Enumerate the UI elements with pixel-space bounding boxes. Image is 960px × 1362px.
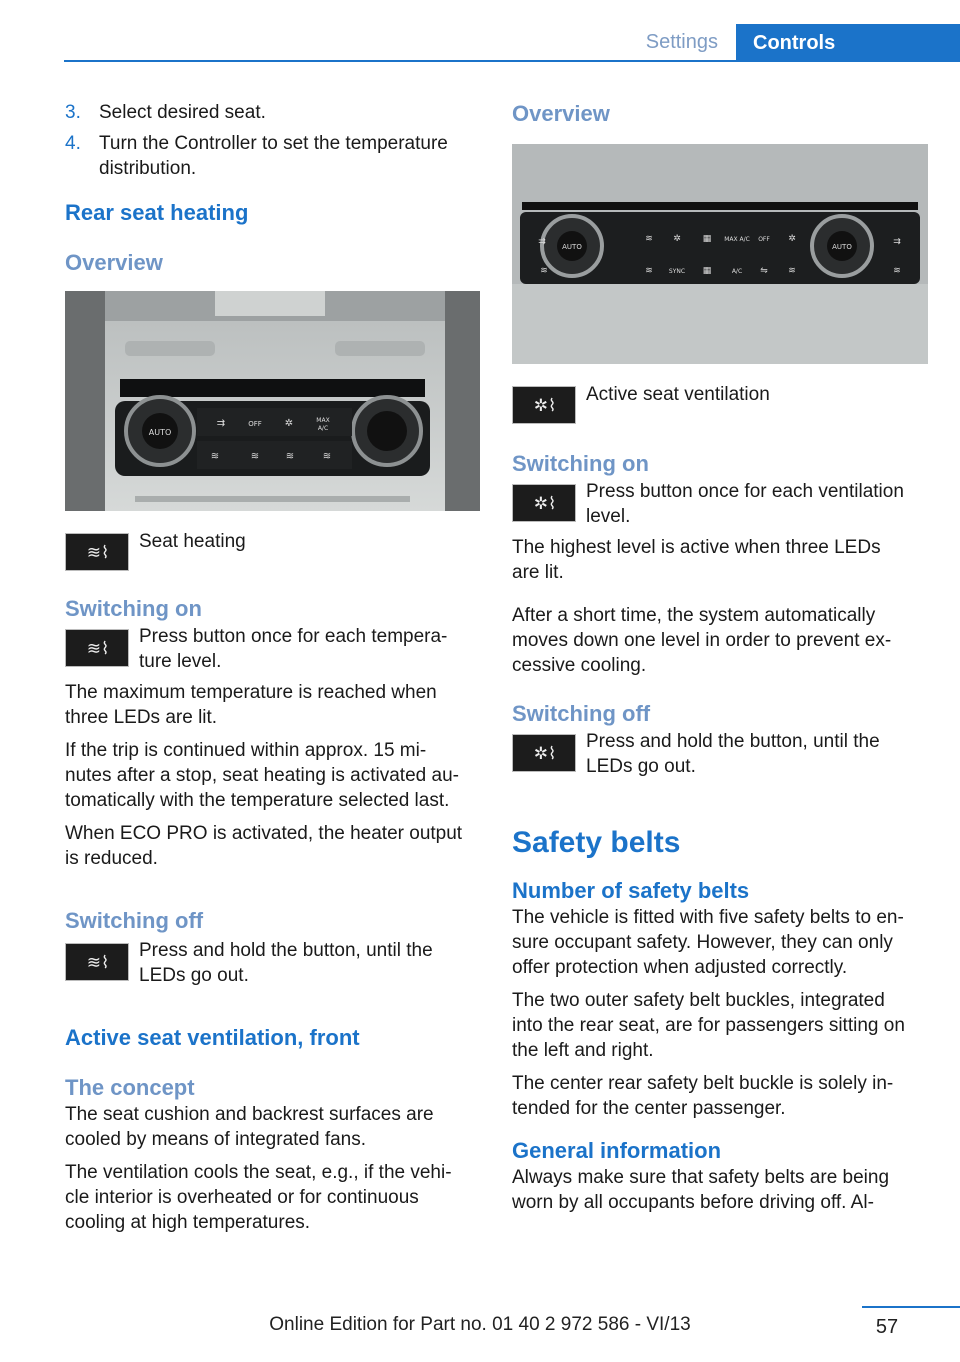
belts-text: The vehicle is fitted with five safety belts to en‐ sure occupant safety. However, they can only offer protection when adjusted correctly. xyxy=(512,907,904,978)
concept-text: The seat cushion and backrest surfaces are cooled by means of integrated fans. xyxy=(65,1104,434,1150)
svg-text:≋: ≋ xyxy=(645,234,653,244)
header-section: Settings xyxy=(645,31,718,53)
front-console-photo xyxy=(512,144,928,364)
rear-console-photo xyxy=(65,291,480,511)
panel-off-label: OFF xyxy=(758,236,770,243)
safety-belts-heading: Safety belts xyxy=(512,826,681,859)
seat-heating-icon: ≋⌇ xyxy=(65,943,129,981)
seat-heating-icon: ≋⌇ xyxy=(65,533,129,571)
svg-text:⇉: ⇉ xyxy=(538,237,546,247)
active-seat-ventilation-heading: Active seat ventilation, front xyxy=(65,1025,360,1050)
switching-off-row: ✲⌇ Press and hold the button, until the LEDs go out. xyxy=(512,729,928,779)
seat-heating-icon: ≋⌇ xyxy=(65,629,129,667)
panel-auto-label: AUTO xyxy=(562,243,582,251)
svg-text:✲: ✲ xyxy=(788,234,796,244)
max-temp-text: The maximum temperature is reached when three LEDs are lit. xyxy=(65,682,437,728)
switching-on-row: ✲⌇ Press button once for each ventilation level. xyxy=(512,479,928,529)
svg-text:≋: ≋ xyxy=(645,266,653,276)
seat-ventilation-icon: ✲⌇ xyxy=(512,734,576,772)
left-column xyxy=(65,100,479,1243)
short-time-text: After a short time, the system automatically moves down one level in order to prevent ex‐ cessive cooling. xyxy=(512,605,892,676)
panel-sync-label: SYNC xyxy=(668,268,686,275)
eco-pro-text: When ECO PRO is activated, the heater output is reduced. xyxy=(65,823,463,869)
step-3: 3. Select desired seat. xyxy=(65,102,266,123)
panel-maxac-label: MAX A/C xyxy=(724,236,750,243)
ventilation-text: The ventilation cools the seat, e.g., if the vehi‐ cle interior is overheated or for continuous cooling at high temperatures. xyxy=(65,1162,452,1233)
panel-max-ac-label: A/C xyxy=(317,425,329,432)
panel-auto-label: AUTO xyxy=(832,243,852,251)
right-column xyxy=(512,100,928,1223)
svg-text:▦: ▦ xyxy=(702,234,712,244)
svg-text:⇉: ⇉ xyxy=(216,418,226,429)
overview-heading: Overview xyxy=(512,101,610,126)
svg-text:▦: ▦ xyxy=(702,266,712,276)
header-rule xyxy=(64,60,960,62)
svg-text:✲: ✲ xyxy=(673,234,681,244)
panel-auto-label: AUTO xyxy=(148,428,172,437)
svg-text:✲: ✲ xyxy=(284,418,294,429)
panel-max-label: MAX xyxy=(316,417,330,424)
seat-ventilation-icon: ✲⌇ xyxy=(512,386,576,424)
general-information-heading: General information xyxy=(512,1138,722,1163)
trip-text: If the trip is continued within approx. 15 mi‐ nutes after a stop, seat heating is activated au‐ tomatically with the temperature selected last. xyxy=(65,740,459,811)
switching-on-heading: Switching on xyxy=(512,451,649,476)
rear-seat-heating-heading: Rear seat heating xyxy=(65,200,249,225)
general-text: Always make sure that safety belts are being worn by all occupants before driving off. Al‐ xyxy=(512,1167,890,1213)
panel-off-label: OFF xyxy=(248,420,262,428)
svg-text:≋: ≋ xyxy=(540,266,548,276)
footer-rule xyxy=(862,1306,960,1308)
overview-heading: Overview xyxy=(65,250,163,275)
number-of-belts-heading: Number of safety belts xyxy=(512,878,750,903)
switching-off-row: ≋⌇ Press and hold the button, until the LEDs go out. xyxy=(65,938,479,988)
svg-text:≋: ≋ xyxy=(285,451,295,462)
switching-off-heading: Switching off xyxy=(65,908,204,933)
seat-heating-caption: ≋⌇ Seat heating xyxy=(65,529,479,569)
footer-edition: Online Edition for Part no. 01 40 2 972 586 - VI/13 xyxy=(269,1314,691,1335)
svg-text:⇋: ⇋ xyxy=(760,266,768,276)
center-buckle-text: The center rear safety belt buckle is solely in‐ tended for the center passenger. xyxy=(512,1073,894,1119)
svg-text:⇉: ⇉ xyxy=(893,237,901,247)
svg-text:≋: ≋ xyxy=(250,451,260,462)
seat-ventilation-caption: ✲⌇ Active seat ventilation xyxy=(512,382,928,422)
page-number: 57 xyxy=(875,1316,899,1338)
switching-on-row: ≋⌇ Press button once for each tempera‐ ture level. xyxy=(65,624,479,674)
svg-text:≋: ≋ xyxy=(788,266,796,276)
switching-on-heading: Switching on xyxy=(65,596,202,621)
svg-text:≋: ≋ xyxy=(210,451,220,462)
switching-off-heading: Switching off xyxy=(512,701,651,726)
step-4: 4. Turn the Controller to set the temperature distribution. xyxy=(65,133,448,179)
svg-text:≋: ≋ xyxy=(322,451,332,462)
outer-buckles-text: The two outer safety belt buckles, integrated into the rear seat, are for passengers sitting on the left and right. xyxy=(512,990,905,1061)
seat-ventilation-icon: ✲⌇ xyxy=(512,484,576,522)
svg-text:≋: ≋ xyxy=(893,266,901,276)
panel-ac-label: A/C xyxy=(731,268,743,275)
highest-level-text: The highest level is active when three LEDs are lit. xyxy=(512,537,881,583)
header-chapter: Controls xyxy=(736,24,960,62)
concept-heading: The concept xyxy=(65,1075,195,1100)
